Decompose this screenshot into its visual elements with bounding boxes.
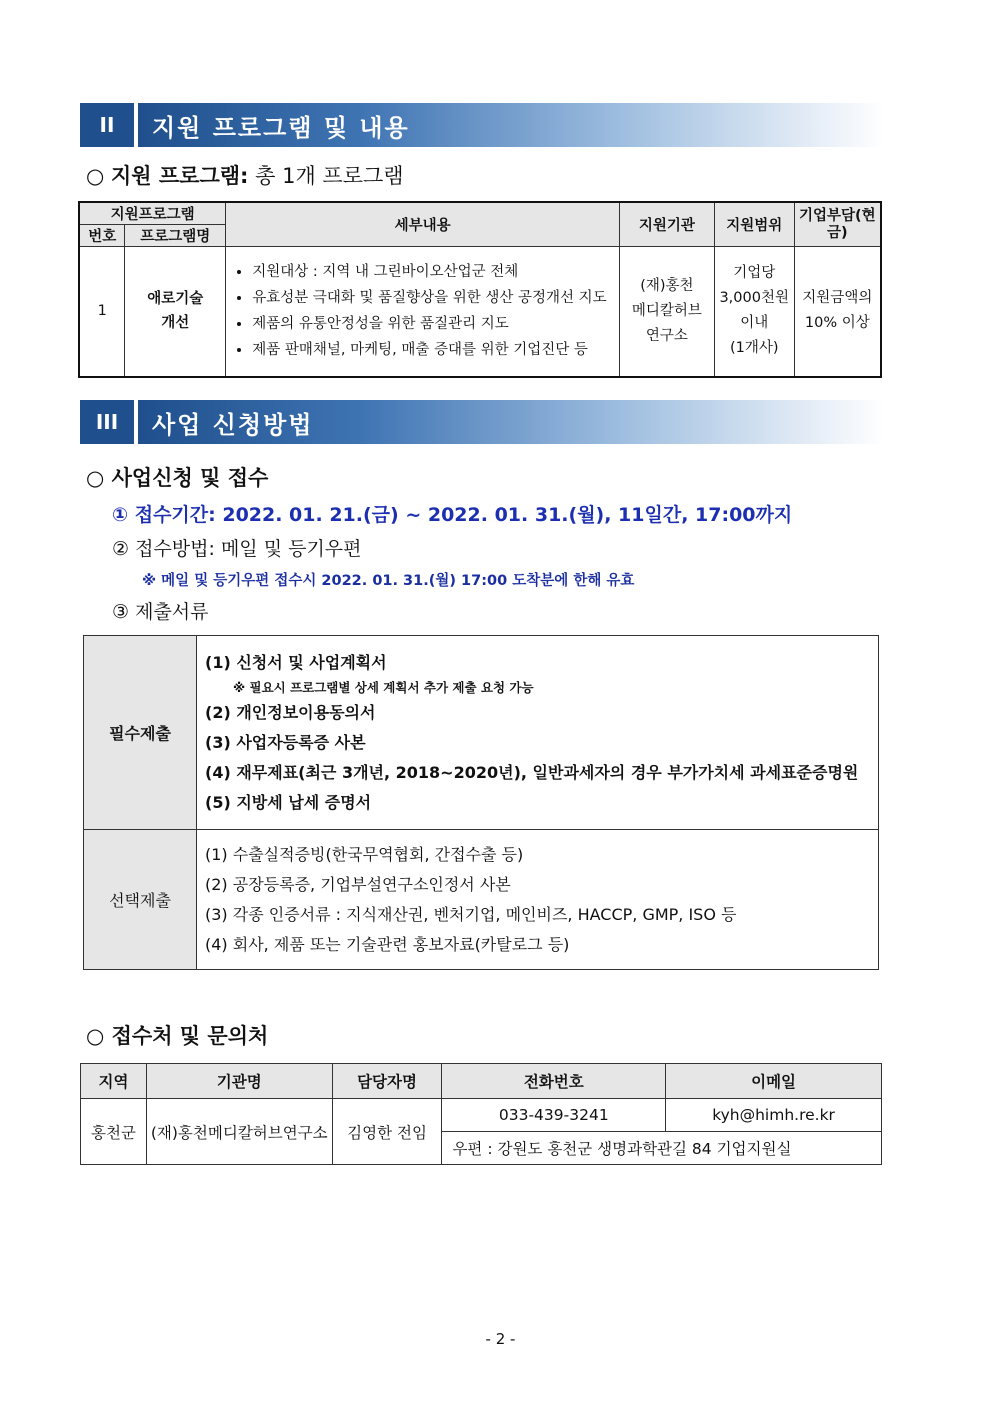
list-item: (1) 수출실적증빙(한국무역협회, 간접수출 등) (205, 844, 524, 864)
program-table (78, 201, 882, 378)
list-item: (2) 개인정보이용동의서 (205, 702, 376, 722)
list-item: (3) 각종 인증서류 : 지식재산권, 벤처기업, 메인비즈, HACCP, GMP, ISO 등 (205, 904, 737, 924)
program-name: 애로기술 개선 (125, 247, 226, 377)
programs-heading-text: 총 1개 프로그램 (248, 164, 404, 188)
header-name: 프로그램명 (125, 225, 226, 247)
range-line: (1개사) (729, 340, 779, 357)
contact-heading (86, 1020, 268, 1050)
apply-heading (86, 462, 268, 492)
header-burden: 기업부담(현금) (794, 202, 881, 247)
period-line (112, 500, 792, 527)
list-item: (3) 사업자등록증 사본 (205, 732, 366, 752)
contact-address: 우편 : 강원도 홍천군 생명과학관길 84 기업지원실 (442, 1132, 882, 1165)
program-burden (794, 247, 881, 377)
section-2-number: II (80, 103, 134, 147)
burden-line: 지원금액의 (802, 290, 873, 307)
program-org (620, 247, 715, 377)
org-line: (재)홍천 (640, 277, 694, 294)
header-phone: 전화번호 (442, 1064, 666, 1099)
header-program-group: 지원프로그램 (79, 202, 226, 225)
circled-two-icon: ② (112, 538, 130, 560)
header-person: 담당자명 (332, 1064, 442, 1099)
section-3-header (80, 400, 885, 444)
list-item: (4) 재무제표(최근 3개년, 2018~2020년), 일반과세자의 경우 부가가치세 과세표준증명원 (205, 762, 859, 782)
programs-heading-label: 지원 프로그램: (111, 164, 249, 188)
detail-item: • 제품 판매채널, 마케팅, 매출 증대를 위한 기업진단 등 (252, 337, 619, 363)
org-line: 연구소 (645, 327, 688, 344)
apply-heading-text: 사업신청 및 접수 (111, 466, 269, 490)
section-2-header (80, 103, 885, 147)
detail-item: • 유효성분 극대화 및 품질향상을 위한 생산 공정개선 지도 (252, 285, 619, 311)
page-number: - 2 - (485, 1330, 516, 1348)
list-item: (2) 공장등록증, 기업부설연구소인정서 사본 (205, 874, 511, 894)
period-text: 접수기간: 2022. 01. 21.(금) ~ 2022. 01. 31.(월), 11일간, 17:00까지 (134, 504, 793, 526)
program-no: 1 (79, 247, 125, 377)
documents-heading-text: 제출서류 (135, 601, 209, 623)
list-item: (4) 회사, 제품 또는 기술관련 홍보자료(카탈로그 등) (205, 934, 570, 954)
circle-bullet-icon: ○ (86, 1024, 105, 1048)
circled-one-icon: ① (112, 504, 129, 526)
optional-label: 선택제출 (84, 830, 197, 970)
org-line: 메디칼허브 (631, 302, 702, 319)
range-line: 기업당 (733, 265, 776, 282)
contact-person: 김영한 전임 (332, 1099, 442, 1165)
program-details (226, 247, 620, 377)
optional-list (197, 830, 879, 970)
contact-email[interactable]: kyh@himh.re.kr (666, 1099, 882, 1132)
required-label: 필수제출 (84, 636, 197, 830)
header-no: 번호 (79, 225, 125, 247)
list-item-note: ※ 필요시 프로그램별 상세 계획서 추가 제출 요청 가능 (233, 679, 534, 695)
contact-region: 홍천군 (81, 1099, 147, 1165)
documents-heading (112, 597, 209, 624)
contact-org: (재)홍천메디칼허브연구소 (146, 1099, 332, 1165)
burden-line: 10% 이상 (804, 315, 870, 332)
section-2-title: 지원 프로그램 및 내용 (138, 103, 885, 147)
header-org: 기관명 (146, 1064, 332, 1099)
method-text: 접수방법: 메일 및 등기우편 (135, 538, 362, 560)
header-range: 지원범위 (714, 202, 794, 247)
range-line: 이내 (740, 315, 769, 332)
program-range (714, 247, 794, 377)
header-org: 지원기관 (620, 202, 715, 247)
section-3-title: 사업 신청방법 (138, 400, 885, 444)
documents-table (83, 635, 879, 970)
header-region: 지역 (81, 1064, 147, 1099)
header-details: 세부내용 (226, 202, 620, 247)
method-line (112, 534, 362, 561)
detail-item: • 지원대상 : 지역 내 그린바이오산업군 전체 (252, 259, 619, 285)
method-note: ※ 메일 및 등기우편 접수시 2022. 01. 31.(월) 17:00 도착분에 한해 유효 (142, 573, 635, 589)
contact-table (80, 1063, 882, 1165)
programs-heading (86, 160, 404, 190)
table-row (79, 247, 881, 377)
contact-phone: 033-439-3241 (442, 1099, 666, 1132)
required-list (197, 636, 879, 830)
list-item: (5) 지방세 납세 증명서 (205, 792, 372, 812)
header-email: 이메일 (666, 1064, 882, 1099)
range-line: 3,000천원 (719, 290, 789, 307)
contact-heading-text: 접수처 및 문의처 (111, 1024, 269, 1048)
detail-item: • 제품의 유통안정성을 위한 품질관리 지도 (252, 311, 619, 337)
section-3-number: III (80, 400, 134, 444)
circled-three-icon: ③ (112, 601, 130, 623)
circle-bullet-icon: ○ (86, 466, 105, 490)
list-item: (1) 신청서 및 사업계획서 (205, 652, 387, 672)
circle-bullet-icon: ○ (86, 164, 105, 188)
